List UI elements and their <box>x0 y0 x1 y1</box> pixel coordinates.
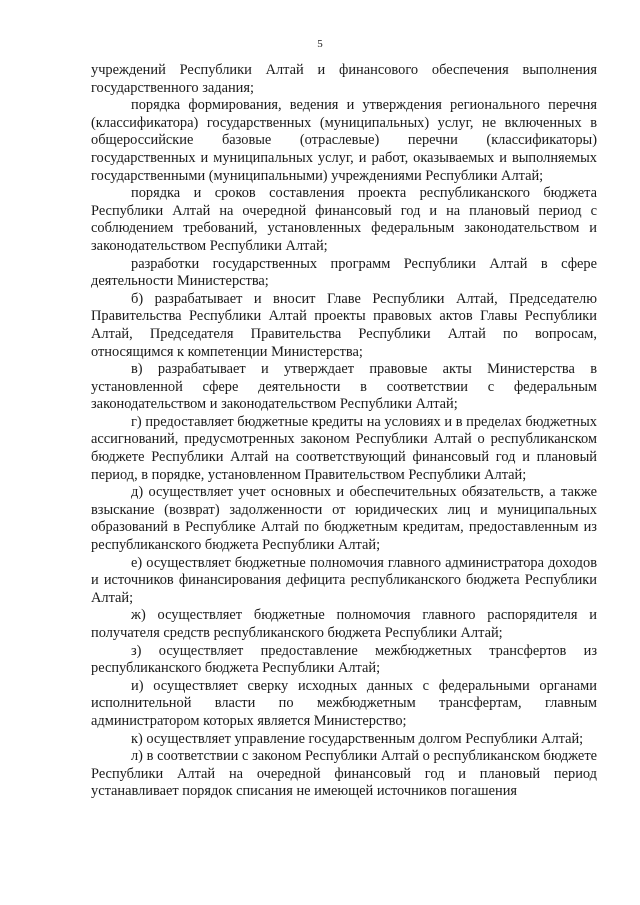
paragraph: к) осуществляет управление государственным долгом Республики Алтай; <box>131 730 584 747</box>
paragraph: з) осуществляет предоставление межбюджетных трансфертов из республиканского бюджета Республики Алтай; <box>91 642 597 677</box>
paragraph: порядка формирования, ведения и утверждения регионального перечня (классификатора) государственных (муниципальных) услуг, не включенных в общероссийские базовые (отраслевые) перечни (классификаторы) государственных и муниципальных услуг, и работ, оказываемых и выполняемых государственными (муниципальными) учреждениями Республики Алтай; <box>91 97 597 184</box>
paragraph: в) разрабатывает и утверждает правовые акты Министерства в установленной сфере деятельности в соответствии с федеральным законодательством и законодательством Республики Алтай; <box>91 361 597 413</box>
paragraph: порядка и сроков составления проекта республиканского бюджета Республики Алтай на очередной финансовый год и на плановый период с соблюдением требований, установленных федеральным законодательством и законодательством Республики Алтай; <box>91 185 597 254</box>
paragraph: д) осуществляет учет основных и обеспечительных обязательств, а также взыскание (возврат) задолженности от юридических лиц и муниципальных образований в Республике Алтай по бюджетным кредитам, предоставленным из республиканского бюджета Республики Алтай; <box>91 484 597 554</box>
page-number: 5 <box>317 38 323 50</box>
paragraph: л) в соответствии с законом Республики Алтай о республиканском бюджете Республики Алтай на очередной финансовый год и плановый период устанавливает порядок списания не имеющей источников погашения <box>91 748 597 800</box>
paragraph: б) разрабатывает и вносит Главе Республики Алтай, Председателю Правительства Республики Алтай проекты правовых актов Главы Республики Алтай, Председателя Правительства Республики Алтай по вопросам, относящимся к компетенции Министерства; <box>91 290 597 360</box>
paragraph: разработки государственных программ Республики Алтай в сфере деятельности Министерства; <box>91 255 597 290</box>
document-body <box>91 62 597 801</box>
paragraph: учреждений Республики Алтай и финансового обеспечения выполнения государственного задания; <box>91 62 597 96</box>
paragraph: ж) осуществляет бюджетные полномочия главного распорядителя и получателя средств республиканского бюджета Республики Алтай; <box>91 607 597 641</box>
paragraph: г) предоставляет бюджетные кредиты на условиях и в пределах бюджетных ассигнований, предусмотренных законом Республики Алтай о республиканском бюджете Республики Алтай на соответствующий финансовый год и плановый период, в порядке, установленном Правительством Республики Алтай; <box>91 413 597 483</box>
paragraph: и) осуществляет сверку исходных данных с федеральными органами исполнительной власти по межбюджетным трансфертам, главным администратором которых является Министерство; <box>91 677 597 729</box>
paragraph: е) осуществляет бюджетные полномочия главного администратора доходов и источников финансирования дефицита республиканского бюджета Республики Алтай; <box>91 554 597 606</box>
